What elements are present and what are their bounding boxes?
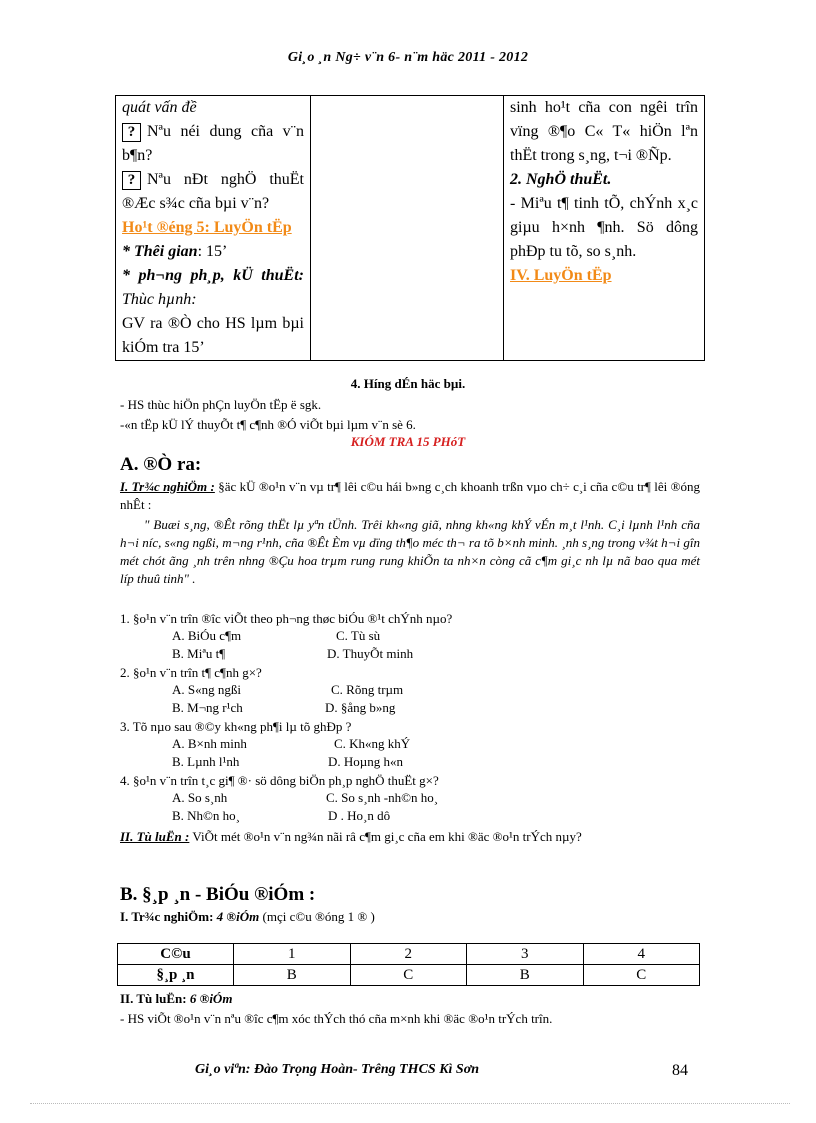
q2-option-c: C. Rõng trµm [331, 682, 404, 697]
q4-option-b: B. Nh©n ho¸ [172, 808, 241, 823]
q1-option-c: C. Tù sù [336, 628, 381, 643]
section-a-title: A. ®Ò ra: [120, 454, 202, 475]
guide-line-1: - HS thùc hiÖn phÇn luyÖn tËp ë sgk. [120, 397, 322, 412]
q4-option-c: C. So s¸nh -nh©n ho¸ [326, 790, 439, 805]
section-b-title: B. §¸p ¸n - BiÓu ®iÓm : [120, 884, 316, 905]
reading-passage: " Buæi s¸ng, ®Êt rõng thËt lµ yªn tÜnh. Trêi kh«ng giã, nhng kh«ng khÝ vÉn m¸t l¹nh. C¸i lµnh l¹nh cña h¬i níc, s«ng ngßi, m¬ng r¹nh, cña ®Êt Èm vµ dïng th¶o méc th¬ ra tõ b×nh minh. ¸nh s¸ng trong v¾t h¬i gîn mét chót ãng ¸nh trên nhng ®Çu hoa trµm rung rung khiÕn ta nh×n còng cã c¶m gi¸c nh lµ nã bao qua mét líp thuû tinh" . [120, 517, 700, 586]
page-footer: Gi¸o viªn: Đào Trọng Hoàn- Trêng THCS Kì Sơn [195, 1062, 480, 1077]
guide-line-2: -«n tËp kÜ lÝ thuyÕt t¶ c¶nh ®Ó viÕt bµi lµm v¨n sè 6. [120, 417, 416, 432]
lesson-col-1 [116, 96, 311, 361]
answer-table-row [118, 944, 700, 965]
col3-para1: sinh ho¹t cña con ngêi trîn vïng ®¶o C« T« hiÖn lªn thËt trong s¸ng, t¬i ®Ñp. [510, 99, 698, 164]
col1-line1: quát vấn đề [122, 99, 197, 116]
q3-option-b: B. Lµnh l¹nh [172, 754, 240, 769]
q3-option-d: D. Hoµng h«n [328, 754, 404, 769]
question-mark-icon: ? [122, 171, 141, 190]
lesson-table [115, 95, 705, 361]
q2-option-d: D. §ång b»ng [325, 700, 396, 715]
page-number: 84 [672, 1062, 688, 1079]
answer-cell: C [583, 965, 700, 986]
lesson-col-3 [504, 96, 705, 361]
time-line: * Thêi gian: 15’ [122, 243, 228, 260]
q4-option-d: D . Ho¸n dô [328, 808, 391, 823]
question-1: ? Nªu néi dung cña v¨n b¶n? [122, 123, 304, 164]
task-line: GV ra ®Ò cho HS lµm bµi kiÓm tra 15’ [122, 315, 304, 356]
activity-5-heading: Ho¹t ®éng 5: LuyÖn tËp [122, 219, 292, 236]
guide-title: 4. Híng dÉn häc bµi. [350, 376, 466, 391]
method-line: * ph¬ng ph¸p, kÜ thuËt: Thùc hµnh: [122, 267, 304, 308]
q2-text: 2. §o¹n v¨n trîn t¶ c¶nh g×? [120, 665, 262, 680]
part-2-essay: II. Tù luËn : ViÕt mét ®o¹n v¨n ng¾n nãi râ c¶m gi¸c cña em khi ®äc ®o¹n trÝch nµy? [120, 829, 582, 844]
q1-option-b: B. Miªu t¶ [172, 646, 226, 661]
q3-text: 3. Tõ nµo sau ®©y kh«ng ph¶i lµ tõ ghÐp ? [120, 719, 352, 734]
page-header: Gi¸o ¸n Ng÷ v¨n 6- n¨m häc 2011 - 2012 [287, 50, 529, 65]
q3-option-a: A. B×nh minh [172, 736, 247, 751]
footer-divider [30, 1103, 790, 1104]
q2-option-b: B. M¬ng r¹ch [172, 700, 243, 715]
col3-heading-3: IV. LuyÖn tËp [510, 267, 612, 284]
q4-text: 4. §o¹n v¨n trîn t¸c gi¶ ®· sö dông biÖn ph¸p nghÖ thuËt g×? [120, 773, 439, 788]
test-title: KIÓM TRA 15 PHóT [350, 434, 466, 449]
answer-table-row [118, 965, 700, 986]
q1-option-d: D. ThuyÕt minh [327, 646, 414, 661]
col3-heading-2: 2. NghÖ thuËt. [510, 171, 612, 188]
answer-header-cell: C©u [118, 944, 234, 965]
q1-text: 1. §o¹n v¨n trîn ®îc viÕt theo ph¬ng thøc biÓu ®¹t chÝnh nµo? [120, 611, 453, 626]
q4-option-a: A. So s¸nh [172, 790, 228, 805]
part-1-instructions: I. Tr¾c nghiÖm : §äc kÜ ®o¹n v¨n vµ tr¶ lêi c©u hái b»ng c¸ch khoanh trßn vµo ch÷ c¸i cña c©u tr¶ lêi ®óng nhÊt : [120, 479, 701, 512]
q3-option-c: C. Kh«ng khÝ [334, 736, 411, 751]
answer-cell: B [467, 965, 584, 986]
question-mark-icon: ? [122, 123, 141, 142]
question-number-cell: 1 [234, 944, 351, 965]
answer-key-table [117, 943, 700, 986]
question-number-cell: 2 [350, 944, 467, 965]
q2-option-a: A. S«ng ngßi [172, 682, 241, 697]
answer-part-1-heading: I. Tr¾c nghiÖm: 4 ®iÓm (mçi c©u ®óng 1 ® ) [120, 909, 375, 924]
question-number-cell: 4 [583, 944, 700, 965]
lesson-col-2 [311, 96, 504, 361]
answer-part-2-heading: II. Tù luËn: 6 ®iÓm [120, 991, 233, 1006]
answer-cell: C [350, 965, 467, 986]
question-number-cell: 3 [467, 944, 584, 965]
answer-cell: B [234, 965, 351, 986]
q1-option-a: A. BiÓu c¶m [172, 628, 242, 643]
col3-para2: - Miªu t¶ tinh tÕ, chÝnh x¸c giµu h×nh ¶nh. Sö dông phÐp tu tõ, so s¸nh. [510, 195, 698, 260]
answer-header-cell: §¸p ¸n [118, 965, 234, 986]
question-2: ? Nªu nÐt nghÖ thuËt ®Æc s¾c cña bµi v¨n? [122, 171, 304, 212]
answer-part-2-text: - HS viÕt ®o¹n v¨n nªu ®îc c¶m xóc thÝch thó cña m×nh khi ®äc ®o¹n trÝch trîn. [120, 1011, 553, 1026]
